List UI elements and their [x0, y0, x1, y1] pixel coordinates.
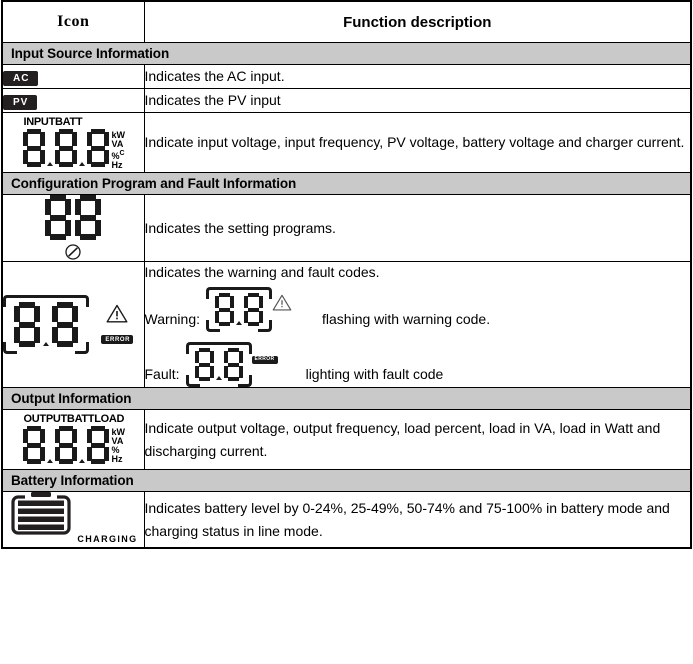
seven-segment-digit	[52, 302, 78, 347]
seven-segment-digits	[12, 302, 80, 347]
description-ac: Indicates the AC input.	[144, 65, 691, 89]
fault-intro-text: Indicates the warning and fault codes.	[144, 264, 380, 281]
description-output-lcd: Indicate output voltage, output frequency, load percent, load in VA, load in Watt and discharging current.	[144, 410, 691, 470]
unit-va: VA	[111, 139, 124, 150]
description-setting-program: Indicates the setting programs.	[144, 195, 691, 262]
table-row	[2, 262, 691, 388]
seven-segment-digits	[22, 129, 110, 167]
decimal-point-icon	[236, 321, 242, 325]
decimal-point-icon	[216, 376, 222, 380]
unit-kw: kW	[111, 427, 125, 438]
lcd-bracket-frame	[206, 287, 272, 332]
seven-segment-digit	[87, 426, 109, 464]
unit-va: VA	[111, 436, 124, 447]
seven-segment-digit	[224, 348, 243, 381]
description-battery: Indicates battery level by 0-24%, 25-49%, 50-74% and 75-100% in battery mode and charging status in line mode.	[144, 492, 691, 549]
seven-segment-digit	[23, 129, 45, 167]
section-title: Configuration Program and Fault Information	[2, 173, 691, 195]
section-header-battery	[2, 470, 691, 492]
seven-segment-digits	[43, 195, 103, 240]
table-row	[2, 113, 691, 173]
seven-segment-digit	[14, 302, 40, 347]
lcd-unit-labels	[112, 131, 126, 170]
warning-after-text: flashing with warning code.	[322, 311, 491, 328]
lcd-bracket-frame	[186, 342, 252, 387]
section-title: Battery Information	[2, 470, 691, 492]
seven-segment-digit	[55, 129, 77, 167]
error-badge-icon: ERROR	[252, 356, 278, 364]
table-row	[2, 410, 691, 470]
decimal-point-icon	[47, 459, 53, 463]
lcd-tag-labels: OUTPUTBATTLOAD	[23, 413, 125, 426]
fault-label: Fault:	[144, 366, 180, 383]
output-lcd-icon	[22, 410, 126, 464]
seven-segment-digit	[75, 195, 101, 240]
lcd-tag-labels: INPUTBATT	[23, 116, 83, 129]
fault-example-row	[145, 342, 691, 387]
warning-triangle-icon	[272, 294, 294, 313]
seven-segment-digit	[195, 348, 214, 381]
description-pv: Indicates the PV input	[144, 89, 691, 113]
error-badge-icon: ERROR	[101, 335, 133, 344]
icon-cell-fault-code	[2, 262, 144, 388]
icon-cell-setting-program	[2, 195, 144, 262]
seven-segment-digits	[22, 426, 110, 464]
warning-label: Warning:	[144, 311, 201, 328]
table-header-row	[2, 1, 691, 43]
table-row	[2, 195, 691, 262]
header-cell-description: Function description	[144, 1, 691, 43]
icon-cell-battery	[2, 492, 144, 549]
pv-badge-icon: PV	[3, 95, 37, 110]
seven-segment-digit	[45, 195, 71, 240]
battery-icon	[9, 492, 138, 547]
icon-function-table	[1, 0, 692, 549]
unit-hz: Hz	[111, 454, 123, 465]
seven-segment-digit	[87, 129, 109, 167]
section-header-configuration-fault	[2, 173, 691, 195]
decimal-point-icon	[43, 342, 49, 346]
section-title: Output Information	[2, 388, 691, 410]
section-header-output	[2, 388, 691, 410]
circle-slash-icon	[64, 243, 82, 261]
unit-percent-c: %$^C$	[111, 150, 125, 162]
setting-program-icon	[43, 195, 103, 261]
decimal-point-icon	[79, 162, 85, 166]
unit-kw: kW	[111, 130, 125, 141]
input-lcd-icon	[22, 113, 126, 170]
decimal-point-icon	[47, 162, 53, 166]
description-input-lcd: Indicate input voltage, input frequency, PV voltage, battery voltage and charger current.	[144, 113, 691, 173]
unit-hz: Hz	[111, 160, 123, 171]
seven-segment-digit	[23, 426, 45, 464]
lcd-bracket-frame	[3, 295, 89, 354]
table-row	[2, 89, 691, 113]
table-row	[2, 492, 691, 549]
section-header-input-source	[2, 43, 691, 65]
seven-segment-digit	[215, 293, 234, 326]
icon-cell-pv	[2, 89, 144, 113]
seven-segment-digits	[194, 348, 244, 381]
icon-cell-input-lcd	[2, 113, 144, 173]
table-row	[2, 65, 691, 89]
description-fault-code	[144, 262, 691, 388]
decimal-point-icon	[79, 459, 85, 463]
seven-segment-digits	[214, 293, 264, 326]
section-title: Input Source Information	[2, 43, 691, 65]
lcd-unit-labels	[112, 428, 126, 464]
seven-segment-digit	[244, 293, 263, 326]
unit-percent: %	[111, 445, 120, 456]
battery-glyph	[9, 492, 73, 542]
fault-code-icon	[3, 295, 144, 354]
seven-segment-digit	[55, 426, 77, 464]
battery-charging-label: CHARGING	[77, 534, 138, 545]
header-cell-icon: Icon	[2, 1, 144, 43]
fault-after-text: lighting with fault code	[305, 366, 444, 383]
icon-cell-output-lcd	[2, 410, 144, 470]
icon-cell-ac	[2, 65, 144, 89]
warning-triangle-icon	[106, 304, 128, 323]
ac-badge-icon: AC	[3, 71, 38, 86]
warning-example-row	[145, 287, 691, 332]
